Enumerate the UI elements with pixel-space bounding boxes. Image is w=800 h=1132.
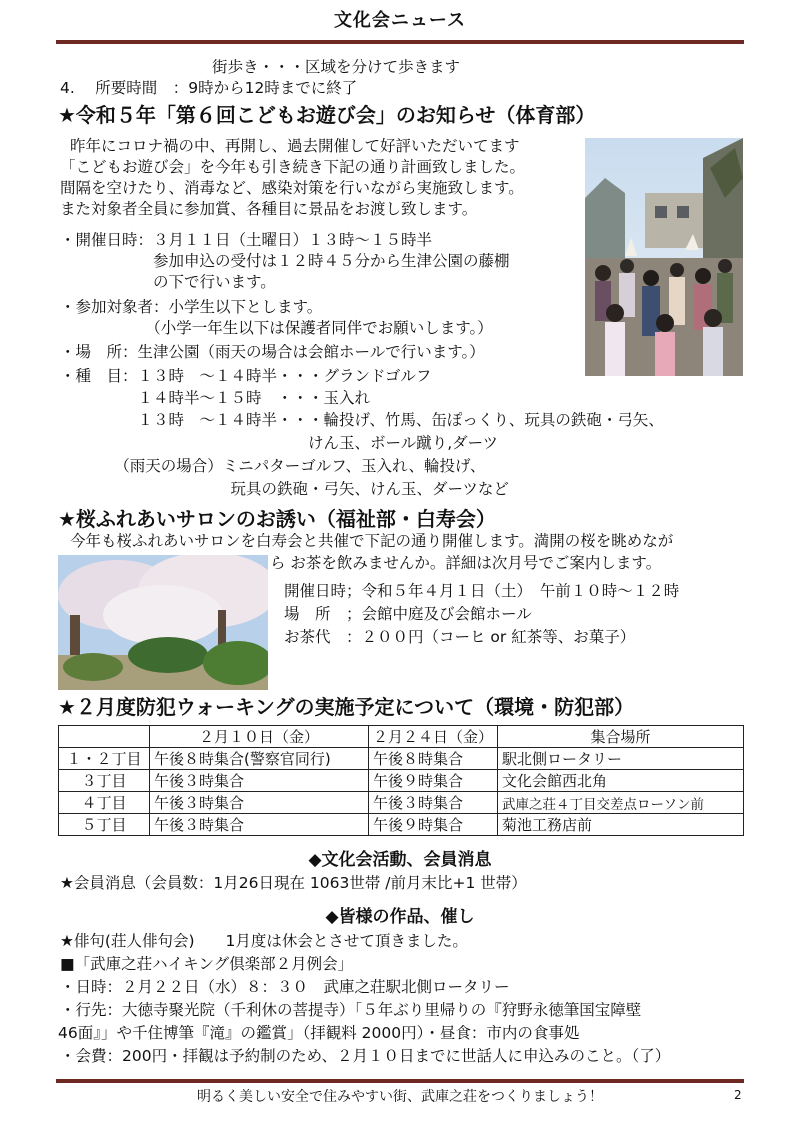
table-cell: ５丁目 xyxy=(59,814,150,836)
table-header: ２月１０日（金） xyxy=(150,726,369,748)
works-line: ■「武庫之荘ハイキング倶楽部２月例会」 xyxy=(60,955,354,973)
table-cell: 駅北側ロータリー xyxy=(498,748,744,770)
salon-info: 場 所 ；会館中庭及び会館ホール xyxy=(284,605,532,623)
kids-event-detail: 参加申込の受付は１２時４５分から生津公園の藤棚 xyxy=(60,252,510,270)
table-header xyxy=(59,726,150,748)
kids-event-photo xyxy=(585,138,743,376)
salon-info: 開催日時；令和５年４月１日（土） 午前１０時〜１２時 xyxy=(284,582,680,600)
kids-event-detail: ・種 目：１３時 〜１４時半・・・グランドゴルフ xyxy=(60,367,432,385)
table-row xyxy=(59,814,744,836)
salon-body: 今年も桜ふれあいサロンを白寿会と共催で下記の通り開催します。満開の桜を眺めなが xyxy=(70,532,674,550)
kids-event-detail: １４時半〜１５時 ・・・玉入れ xyxy=(60,389,371,407)
kids-event-body: 間隔を空けたり、消毒など、感染対策を行いながら実施致します。 xyxy=(60,179,524,197)
kids-event-body: 「こどもお遊び会」を今年も引き続き下記の通り計画致しました。 xyxy=(60,158,526,176)
table-cell: 午後３時集合 xyxy=(150,770,369,792)
kids-event-detail: （雨天の場合）ミニパターゴルフ、玉入れ、輪投げ、 xyxy=(60,457,486,475)
table-cell: 午後８時集合 xyxy=(369,748,498,770)
works-line: 46面』」や千住博筆『滝』の鑑賞」（拝観料 2000円）・昼食：市内の食事処 xyxy=(58,1024,580,1042)
kids-event-detail: １３時 〜１４時半・・・輪投げ、竹馬、缶ぽっくり、玩具の鉄砲・弓矢、 xyxy=(60,411,664,429)
page-title: 文化会ニュース xyxy=(333,10,467,31)
table-cell: ４丁目 xyxy=(59,792,150,814)
patrol-heading: ★２月度防犯ウォーキングの実施予定について（環境・防犯部） xyxy=(58,695,635,719)
salon-photo xyxy=(58,555,268,690)
salon-body: ら お茶を飲みませんか。詳細は次月号でご案内します。 xyxy=(270,554,662,572)
table-row xyxy=(59,770,744,792)
table-header: ２月２４日（金） xyxy=(369,726,498,748)
activities-heading: ◆文化会活動、会員消息 xyxy=(308,850,492,870)
member-news: ★会員消息（会員数：1月26日現在 1063世帯 /前月末比+1 世帯） xyxy=(60,874,527,892)
works-heading: ◆皆様の作品、催し xyxy=(325,907,475,927)
intro-line: 街歩き・・・区域を分けて歩きます xyxy=(212,58,461,76)
table-cell: 午後３時集合 xyxy=(369,792,498,814)
table-cell: 午後３時集合 xyxy=(150,814,369,836)
works-line: ★俳句(荘人俳句会) 1月度は休会とさせて頂きました。 xyxy=(60,932,468,950)
table-row xyxy=(59,792,744,814)
table-header: 集合場所 xyxy=(498,726,744,748)
header-rule xyxy=(56,40,744,44)
kids-event-detail: （小学一年生以下は保護者同伴でお願いします。） xyxy=(60,319,493,337)
kids-event-detail: ・場 所：生津公園（雨天の場合は会館ホールで行います。） xyxy=(60,343,485,361)
footer-rule xyxy=(56,1079,744,1083)
footer-slogan: 明るく美しい安全で住みやすい街、武庫之荘をつくりましょう！ xyxy=(197,1089,603,1105)
table-cell: １・２丁目 xyxy=(59,748,150,770)
table-cell: 午後３時集合 xyxy=(150,792,369,814)
kids-event-detail: 玩具の鉄砲・弓矢、けん玉、ダーツなど xyxy=(60,480,509,498)
works-line: ・会費：200円・拝観は予約制のため、２月１０日までに世話人に申込みのこと。（了） xyxy=(60,1047,671,1065)
kids-event-detail: ・開催日時：３月１１日（土曜日）１３時〜１５時半 xyxy=(60,231,433,249)
table-cell: 菊池工務店前 xyxy=(498,814,744,836)
table-header-row xyxy=(59,726,744,748)
intro-line: 4. 所要時間 ：9時から12時までに終了 xyxy=(60,79,358,97)
patrol-table xyxy=(58,725,744,836)
kids-event-body: 昨年にコロナ禍の中、再開し、過去開催して好評いただいてます xyxy=(70,137,520,155)
salon-heading: ★桜ふれあいサロンのお誘い（福祉部・白寿会） xyxy=(58,507,496,531)
table-cell: ３丁目 xyxy=(59,770,150,792)
kids-event-detail: けん玉、ボール蹴り,ダーツ xyxy=(60,434,498,452)
kids-event-body: また対象者全員に参加賞、各種目に景品をお渡し致します。 xyxy=(60,200,478,218)
table-cell: 午後９時集合 xyxy=(369,814,498,836)
kids-event-detail: ・参加対象者：小学生以下とします。 xyxy=(60,298,323,316)
table-row xyxy=(59,748,744,770)
table-cell: 午後９時集合 xyxy=(369,770,498,792)
table-cell: 午後８時集合(警察官同行) xyxy=(150,748,369,770)
kids-event-heading: ★令和５年「第６回こどもお遊び会」のお知らせ（体育部） xyxy=(58,103,596,127)
kids-event-detail: の下で行います。 xyxy=(60,273,276,291)
page-number: 2 xyxy=(734,1088,742,1102)
table-cell: 文化会館西北角 xyxy=(498,770,744,792)
salon-info: お茶代 ：２００円（コーヒ or 紅茶等、お菓子） xyxy=(284,628,636,646)
works-line: ・日時：２月２２日（水）８：３０ 武庫之荘駅北側ロータリー xyxy=(60,978,510,996)
table-cell: 武庫之荘４丁目交差点ローソン前 xyxy=(498,792,744,814)
works-line: ・行先：大徳寺聚光院（千利休の菩提寺）「５年ぶり里帰りの『狩野永徳筆国宝障壁 xyxy=(60,1001,642,1019)
